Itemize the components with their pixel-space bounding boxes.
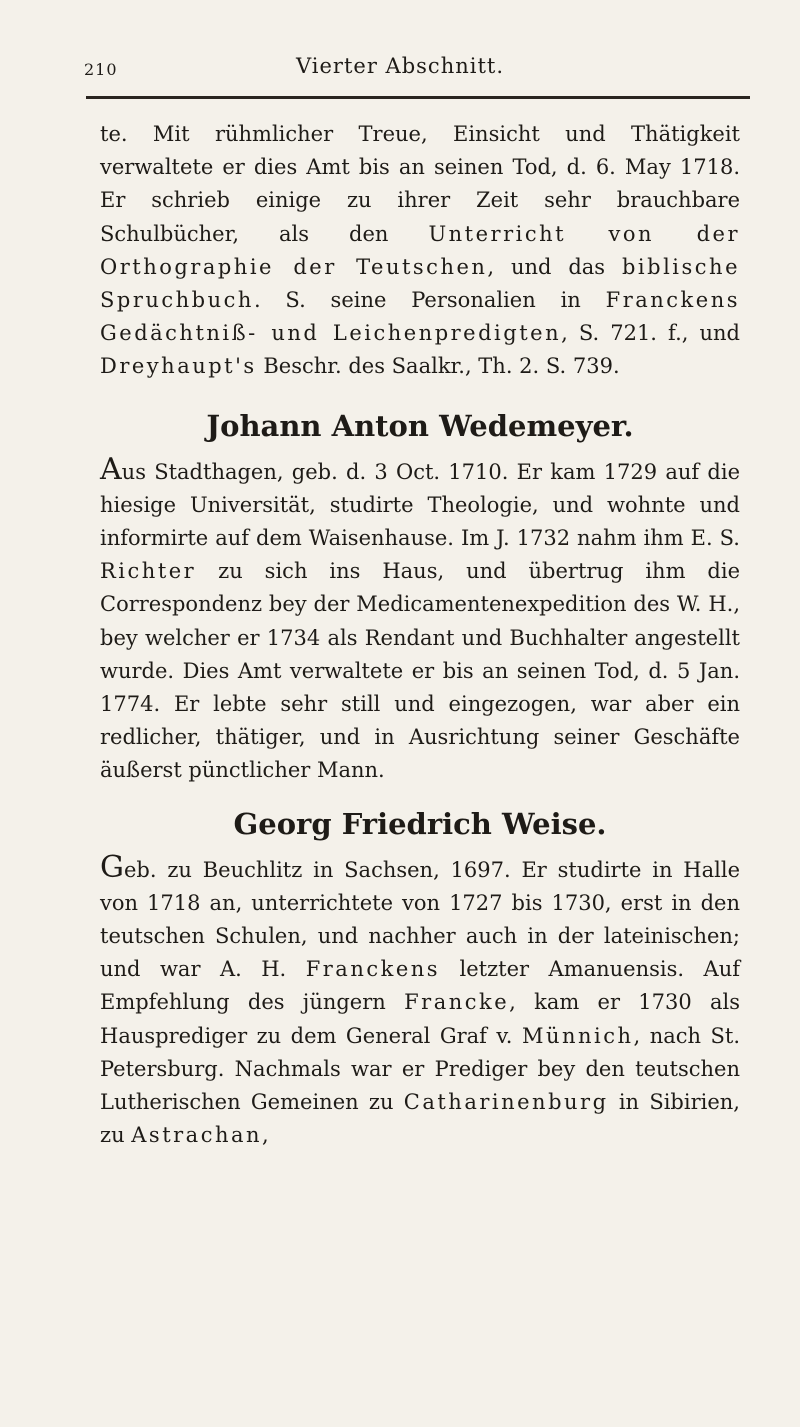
initial-letter: A [100, 451, 122, 487]
spaced-name: Franckens [305, 957, 441, 982]
spaced-place: Astrachan [131, 1123, 263, 1148]
initial-letter: G [100, 849, 124, 885]
spaced-title: Unterricht von der Orthographie der Teutschen [100, 221, 740, 279]
spaced-place: Catharinenburg [403, 1090, 609, 1115]
entry-heading-weise: Georg Friedrich Weise. [233, 806, 607, 841]
header-rule [86, 96, 750, 99]
spaced-name: Richter [100, 559, 197, 584]
spaced-name: Münnich [521, 1023, 634, 1048]
entry-continuation-paragraph: te. Mit rühmlicher Treue, Einsicht und Thätigkeit verwaltete er dies Amt bis an seinen Tod, d. 6. May 1718. Er schrieb einige zu ihrer Zeit sehr brauchbare Schulbücher, als den Unterricht von der Orthographie der Teutschen, und das biblische Spruchbuch. S. seine Personalien in Franckens Gedächtniß- und Leichenpredigten, S. 721. f., und Dreyhaupt's Beschr. des Saalkr., Th. 2. S. 739. [100, 122, 740, 379]
spaced-author: Dreyhaupt's [100, 354, 257, 379]
spaced-author: Franckens Gedächtniß- und Leichenpredigten [100, 288, 740, 346]
spaced-title: biblische Spruchbuch [100, 254, 740, 313]
spaced-name: Francke [404, 990, 510, 1015]
running-title: Vierter Abschnitt. [295, 54, 505, 78]
entry-paragraph-wedemeyer: Aus Stadthagen, geb. d. 3 Oct. 1710. Er kam 1729 auf die hiesige Universität, studirte Theologie, und wohnte und informirte auf dem Waisenhause. Im J. 1732 nahm ihm E. S. Richter zu sich ins Haus, und übertrug ihm die Correspondenz bey der Medicamentenexpedition des W. H., bey welcher er 1734 als Rendant und Buchhalter angestellt wurde. Dies Amt verwaltete er bis an seinen Tod, d. 5 Jan. 1774. Er lebte sehr still und eingezogen, war aber ein redlicher, thätiger, und in Ausrichtung seiner Geschäfte äußerst pünctlicher Mann. [100, 451, 740, 783]
entry-heading-wedemeyer: Johann Anton Wedemeyer. [206, 408, 634, 443]
body-text [100, 118, 740, 1152]
page-number: 210 [84, 60, 118, 79]
running-head [0, 54, 800, 84]
entry-paragraph-weise: Geb. zu Beuchlitz in Sachsen, 1697. Er studirte in Halle von 1718 an, unterrichtete von 1727 bis 1730, erst in den teutschen Schulen, und nachher auch in der lateinischen; und war A. H. Franckens letzter Amanuensis. Auf Empfehlung des jüngern Francke, kam er 1730 als Hausprediger zu dem General Graf v. Münnich, nach St. Petersburg. Nachmals war er Prediger bey den teutschen Lutherischen Gemeinen zu Catharinenburg in Sibirien, zu Astrachan, [100, 849, 741, 1148]
